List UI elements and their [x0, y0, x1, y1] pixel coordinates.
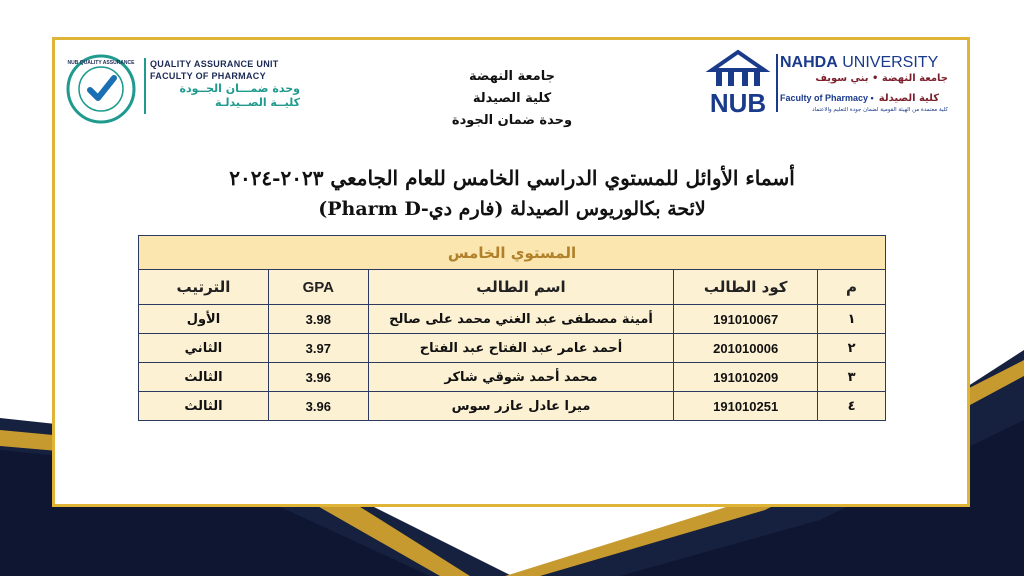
level-label: المستوي الخامس — [139, 236, 886, 270]
qa-ring-text: NUB QUALITY ASSURANCE — [67, 60, 135, 66]
row-rank: الثالث — [139, 363, 269, 392]
nub-logo — [698, 48, 958, 118]
nub-accreditation-note: كلية معتمدة من الهيئة القومية لضمان جودة التعليم والاعتماد — [812, 107, 948, 113]
row-name: أحمد عامر عبد الفتاح عبد الفتاح — [368, 334, 674, 363]
qa-line2-ar: كليــة الصــيدلـة — [214, 96, 300, 109]
row-code: 191010067 — [674, 305, 818, 334]
row-index: ٤ — [818, 392, 886, 421]
qa-line1-en: QUALITY ASSURANCE UNIT — [150, 59, 279, 69]
nub-logo-text — [780, 54, 958, 114]
row-index: ١ — [818, 305, 886, 334]
col-rank-header: الترتيب — [139, 270, 269, 305]
row-gpa: 3.96 — [268, 363, 368, 392]
qa-divider — [144, 58, 146, 114]
row-gpa: 3.98 — [268, 305, 368, 334]
row-rank: الثالث — [139, 392, 269, 421]
row-index: ٣ — [818, 363, 886, 392]
quality-assurance-logo — [66, 54, 306, 124]
row-rank: الأول — [139, 305, 269, 334]
table-row — [139, 363, 886, 392]
university-name: جامعة النهضة — [469, 69, 555, 84]
header-row — [139, 270, 886, 305]
nub-acronym: NUB — [709, 88, 767, 118]
row-gpa: 3.97 — [268, 334, 368, 363]
table-row — [139, 392, 886, 421]
qa-line1-ar: وحدة ضمـــان الجــودة — [179, 82, 300, 95]
nub-faculty-ar: كلية الصيدلة — [878, 93, 940, 104]
row-index: ٢ — [818, 334, 886, 363]
row-code: 191010209 — [674, 363, 818, 392]
col-gpa-header: GPA — [268, 270, 368, 305]
col-index-header: م — [818, 270, 886, 305]
qa-line2-en: FACULTY OF PHARMACY — [150, 71, 266, 81]
top-students-table — [138, 235, 886, 421]
row-rank: الثاني — [139, 334, 269, 363]
table-row — [139, 305, 886, 334]
nub-name-rest: UNIVERSITY — [837, 54, 939, 71]
qa-seal-icon — [66, 54, 136, 124]
nub-faculty-en: Faculty of Pharmacy • — [780, 93, 874, 103]
col-name-header: اسم الطالب — [368, 270, 674, 305]
title-line2: لائحة بكالوريوس الصيدلة (فارم دي-Pharm D) — [318, 198, 706, 220]
unit-name: وحدة ضمان الجودة — [451, 113, 573, 128]
nub-building-icon — [698, 48, 778, 118]
nub-line-ar: جامعة النهضة • بني سويف — [815, 73, 948, 84]
level-row — [139, 236, 886, 270]
row-name: أمينة مصطفى عبد الغني محمد على صالح — [368, 305, 674, 334]
row-code: 201010006 — [674, 334, 818, 363]
row-name: محمد أحمد شوقي شاكر — [368, 363, 674, 392]
faculty-name: كلية الصيدلة — [472, 91, 552, 106]
row-name: ميرا عادل عازر سوس — [368, 392, 674, 421]
page-title — [140, 162, 884, 224]
qa-logo-text — [150, 58, 310, 110]
nub-divider — [776, 54, 778, 112]
title-line1: أسماء الأوائل للمستوي الدراسي الخامس للعام الجامعي ٢٠٢٣-٢٠٢٤ — [229, 166, 795, 190]
col-code-header: كود الطالب — [674, 270, 818, 305]
table-row — [139, 334, 886, 363]
row-gpa: 3.96 — [268, 392, 368, 421]
row-code: 191010251 — [674, 392, 818, 421]
institution-header — [412, 66, 612, 132]
nub-name-bold: NAHDA — [780, 54, 838, 71]
